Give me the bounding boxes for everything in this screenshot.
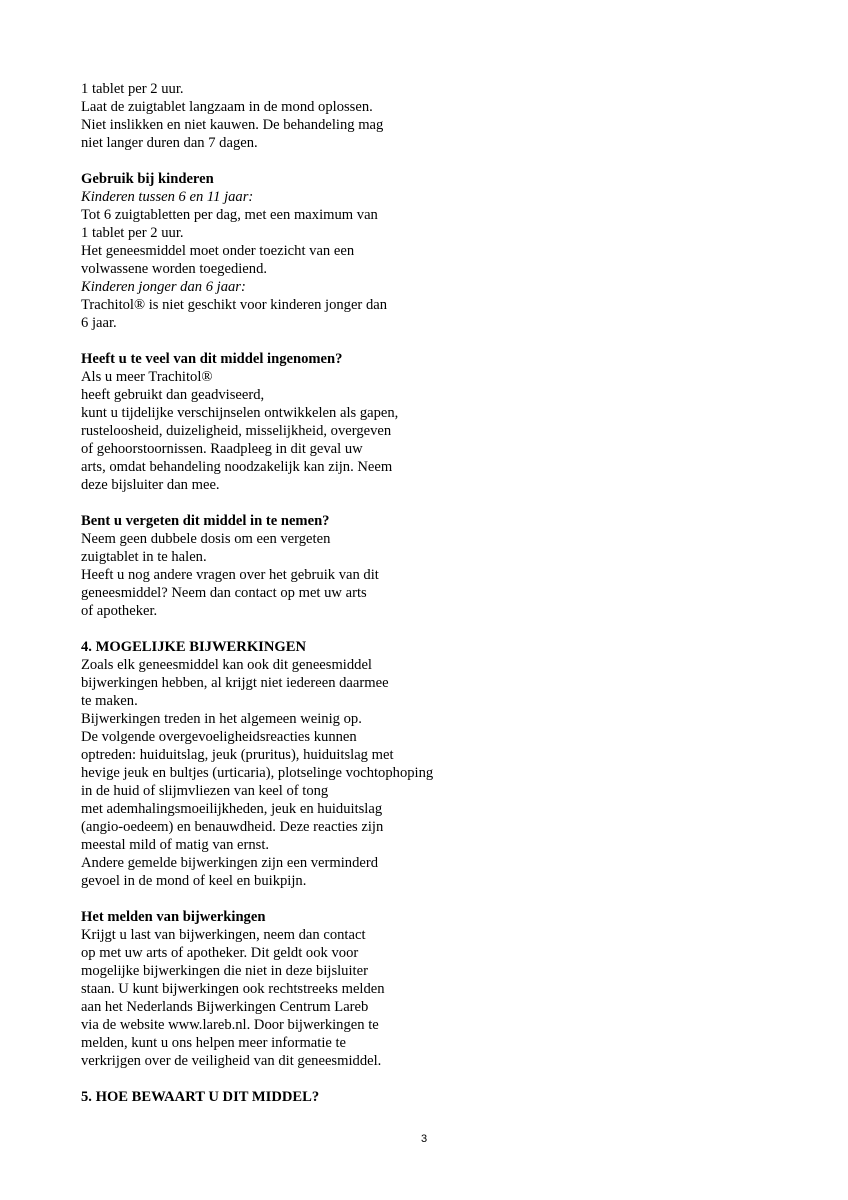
text-line: Bijwerkingen treden in het algemeen weinig op. [81,711,362,727]
section-heading: Het melden van bijwerkingen [81,909,266,925]
text-line: Laat de zuigtablet langzaam in de mond oplossen. [81,99,373,115]
text-line: hevige jeuk en bultjes (urticaria), plotselinge vochtophoping [81,765,434,781]
text-line: optreden: huiduitslag, jeuk (pruritus), huiduitslag met [81,747,394,763]
text-line: Andere gemelde bijwerkingen zijn een verminderd [81,855,379,871]
dosage-paragraph [81,80,501,152]
text-line: heeft gebruikt dan geadviseerd, [81,387,265,403]
text-line: 1 tablet per 2 uur. [81,225,184,241]
text-line: De volgende overgevoeligheidsreacties kunnen [81,729,357,745]
text-line: geneesmiddel? Neem dan contact op met uw arts [81,585,367,601]
section-heading: Gebruik bij kinderen [81,171,214,187]
text-line: of gehoorstoornissen. Raadpleeg in dit geval uw [81,441,363,457]
text-line: deze bijsluiter dan mee. [81,477,220,493]
paragraph-spacer [81,152,501,170]
text-line: 6 jaar. [81,315,117,331]
text-line: meestal mild of matig van ernst. [81,837,270,853]
section-heading: 5. HOE BEWAART U DIT MIDDEL? [81,1089,320,1105]
subheading: Kinderen tussen 6 en 11 jaar: [81,189,254,205]
children-section [81,170,501,332]
paragraph-spacer [81,890,501,908]
storage-section [81,1088,501,1106]
paragraph-spacer [81,1070,501,1088]
side-effects-section [81,638,501,890]
page-number: 3 [420,1133,428,1145]
text-line: Niet inslikken en niet kauwen. De behandeling mag [81,117,384,133]
text-line: verkrijgen over de veiligheid van dit geneesmiddel. [81,1053,382,1069]
paragraph-spacer [81,332,501,350]
text-line: arts, omdat behandeling noodzakelijk kan zijn. Neem [81,459,393,475]
overdose-section [81,350,501,494]
text-line: Als u meer Trachitol® [81,369,213,385]
text-line: via de website www.lareb.nl. Door bijwerkingen te [81,1017,379,1033]
text-line: aan het Nederlands Bijwerkingen Centrum Lareb [81,999,369,1015]
text-line: Neem geen dubbele dosis om een vergeten [81,531,331,547]
text-line: mogelijke bijwerkingen die niet in deze bijsluiter [81,963,368,979]
text-line: kunt u tijdelijke verschijnselen ontwikkelen als gapen, [81,405,399,421]
section-heading: 4. MOGELIJKE BIJWERKINGEN [81,639,307,655]
text-line: Zoals elk geneesmiddel kan ook dit geneesmiddel [81,657,372,673]
page-content [81,80,501,1106]
text-line: Heeft u nog andere vragen over het gebruik van dit [81,567,379,583]
text-line: niet langer duren dan 7 dagen. [81,135,258,151]
section-heading: Heeft u te veel van dit middel ingenomen? [81,351,343,367]
section-heading: Bent u vergeten dit middel in te nemen? [81,513,330,529]
text-line: of apotheker. [81,603,158,619]
text-line: melden, kunt u ons helpen meer informatie te [81,1035,347,1051]
text-line: Het geneesmiddel moet onder toezicht van een [81,243,355,259]
text-line: in de huid of slijmvliezen van keel of tong [81,783,329,799]
text-line: 1 tablet per 2 uur. [81,81,184,97]
text-line: bijwerkingen hebben, al krijgt niet iedereen daarmee [81,675,389,691]
text-line: gevoel in de mond of keel en buikpijn. [81,873,307,889]
text-line: te maken. [81,693,138,709]
text-line: zuigtablet in te halen. [81,549,207,565]
text-line: Krijgt u last van bijwerkingen, neem dan contact [81,927,366,943]
forgot-dose-section [81,512,501,620]
text-line: Trachitol® is niet geschikt voor kinderen jonger dan [81,297,388,313]
text-line: (angio-oedeem) en benauwdheid. Deze reacties zijn [81,819,384,835]
text-line: staan. U kunt bijwerkingen ook rechtstreeks melden [81,981,385,997]
reporting-section [81,908,501,1070]
text-line: volwassene worden toegediend. [81,261,268,277]
text-line: met ademhalingsmoeilijkheden, jeuk en huiduitslag [81,801,383,817]
text-line: op met uw arts of apotheker. Dit geldt ook voor [81,945,359,961]
paragraph-spacer [81,494,501,512]
subheading: Kinderen jonger dan 6 jaar: [81,279,246,295]
paragraph-spacer [81,620,501,638]
text-line: Tot 6 zuigtabletten per dag, met een maximum van [81,207,378,223]
text-line: rusteloosheid, duizeligheid, misselijkheid, overgeven [81,423,392,439]
